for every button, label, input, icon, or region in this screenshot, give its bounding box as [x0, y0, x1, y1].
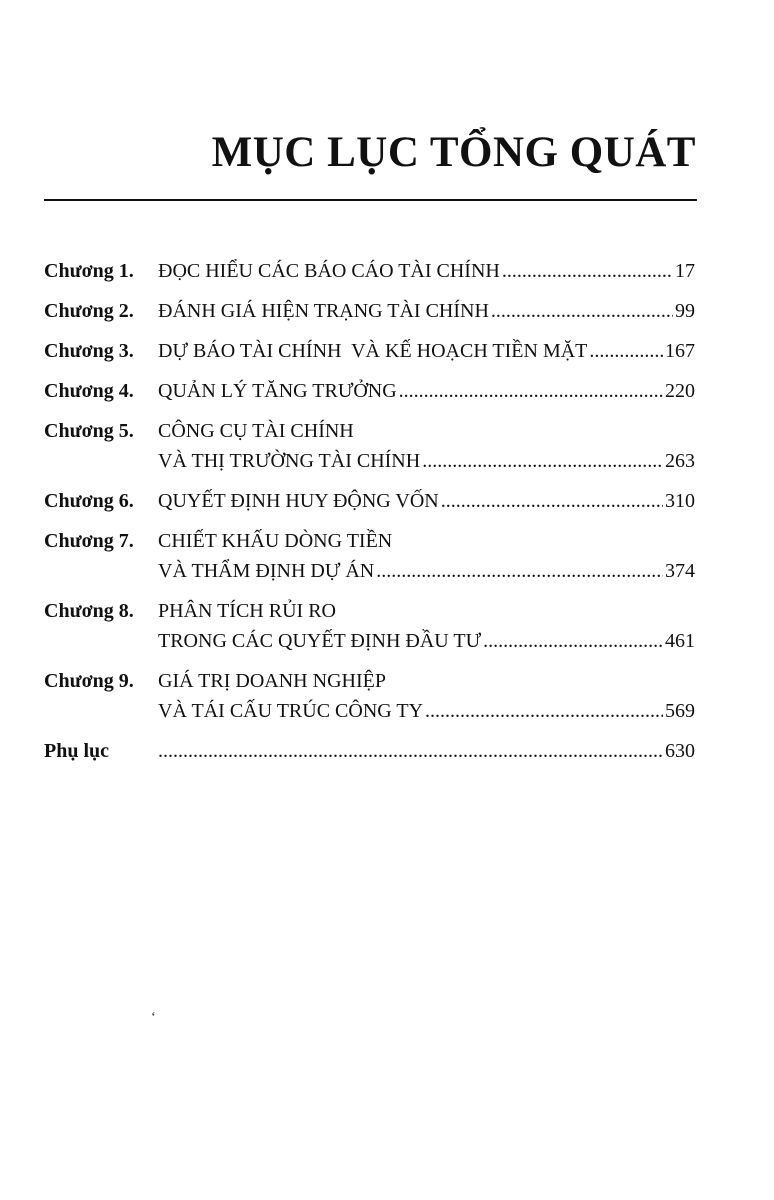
chapter-title: DỰ BÁO TÀI CHÍNH VÀ KẾ HOẠCH TIỀN MẶT: [158, 340, 588, 362]
chapter-title: ĐỌC HIỂU CÁC BÁO CÁO TÀI CHÍNH: [158, 260, 500, 282]
page-number: 461: [665, 630, 695, 652]
page-number: 310: [665, 490, 695, 512]
page-number: 374: [665, 560, 695, 582]
chapter-title-continued: VÀ TÁI CẤU TRÚC CÔNG TY: [158, 700, 424, 722]
toc-entry-chapter-7[interactable]: [44, 526, 695, 586]
page-number: 263: [665, 450, 695, 472]
page-number: 99: [675, 300, 695, 322]
title-rule: [44, 199, 697, 201]
toc-entry-chapter-2[interactable]: [44, 296, 695, 326]
chapter-label: Chương 3.: [44, 340, 134, 362]
chapter-title: GIÁ TRỊ DOANH NGHIỆP: [158, 670, 386, 692]
toc-entry-chapter-4[interactable]: [44, 376, 695, 406]
chapter-label: Chương 6.: [44, 490, 134, 512]
toc-entry-chapter-8[interactable]: [44, 596, 695, 656]
chapter-title-continued: VÀ THỊ TRƯỜNG TÀI CHÍNH: [158, 450, 421, 472]
toc-entry-chapter-9[interactable]: [44, 666, 695, 726]
toc-entry-appendix[interactable]: [44, 736, 695, 766]
chapter-title-continued: VÀ THẨM ĐỊNH DỰ ÁN: [158, 560, 375, 582]
toc-entry-chapter-6[interactable]: [44, 486, 695, 516]
chapter-title: ĐÁNH GIÁ HIỆN TRẠNG TÀI CHÍNH: [158, 300, 489, 322]
chapter-label: Chương 9.: [44, 670, 134, 692]
dot-leader: [589, 336, 663, 366]
chapter-label: Chương 1.: [44, 260, 134, 282]
toc-entry-chapter-3[interactable]: [44, 336, 695, 366]
page-number: 630: [665, 740, 695, 762]
dot-leader: [491, 296, 673, 326]
chapter-title: QUẢN LÝ TĂNG TRƯỞNG: [158, 380, 397, 402]
dot-leader: [441, 486, 663, 516]
toc-entry-chapter-5[interactable]: [44, 416, 695, 476]
chapter-label: Chương 2.: [44, 300, 134, 322]
dot-leader: [399, 376, 663, 406]
chapter-title-continued: TRONG CÁC QUYẾT ĐỊNH ĐẦU TƯ: [158, 630, 482, 652]
dot-leader: [483, 626, 663, 656]
dot-leader: [425, 696, 663, 726]
page-number: 167: [665, 340, 695, 362]
chapter-title: QUYẾT ĐỊNH HUY ĐỘNG VỐN: [158, 490, 439, 512]
page-title: MỤC LỤC TỔNG QUÁT: [211, 129, 696, 176]
page-number: 17: [675, 260, 695, 282]
dot-leader: [422, 446, 663, 476]
appendix-label: Phụ lục: [44, 740, 110, 762]
dot-leader: [502, 256, 673, 286]
toc-entry-chapter-1[interactable]: [44, 256, 695, 286]
dot-leader: [158, 736, 663, 766]
chapter-label: Chương 5.: [44, 420, 134, 442]
chapter-title: CÔNG CỤ TÀI CHÍNH: [158, 420, 354, 442]
chapter-title: PHÂN TÍCH RỦI RO: [158, 600, 336, 622]
page-number: 220: [665, 380, 695, 402]
chapter-label: Chương 4.: [44, 380, 134, 402]
page-number: 569: [665, 700, 695, 722]
chapter-title: CHIẾT KHẤU DÒNG TIỀN: [158, 530, 393, 552]
dot-leader: [376, 556, 663, 586]
table-of-contents: [44, 256, 695, 766]
stray-mark: ‘: [151, 1010, 156, 1025]
chapter-label: Chương 7.: [44, 530, 134, 552]
chapter-label: Chương 8.: [44, 600, 134, 622]
